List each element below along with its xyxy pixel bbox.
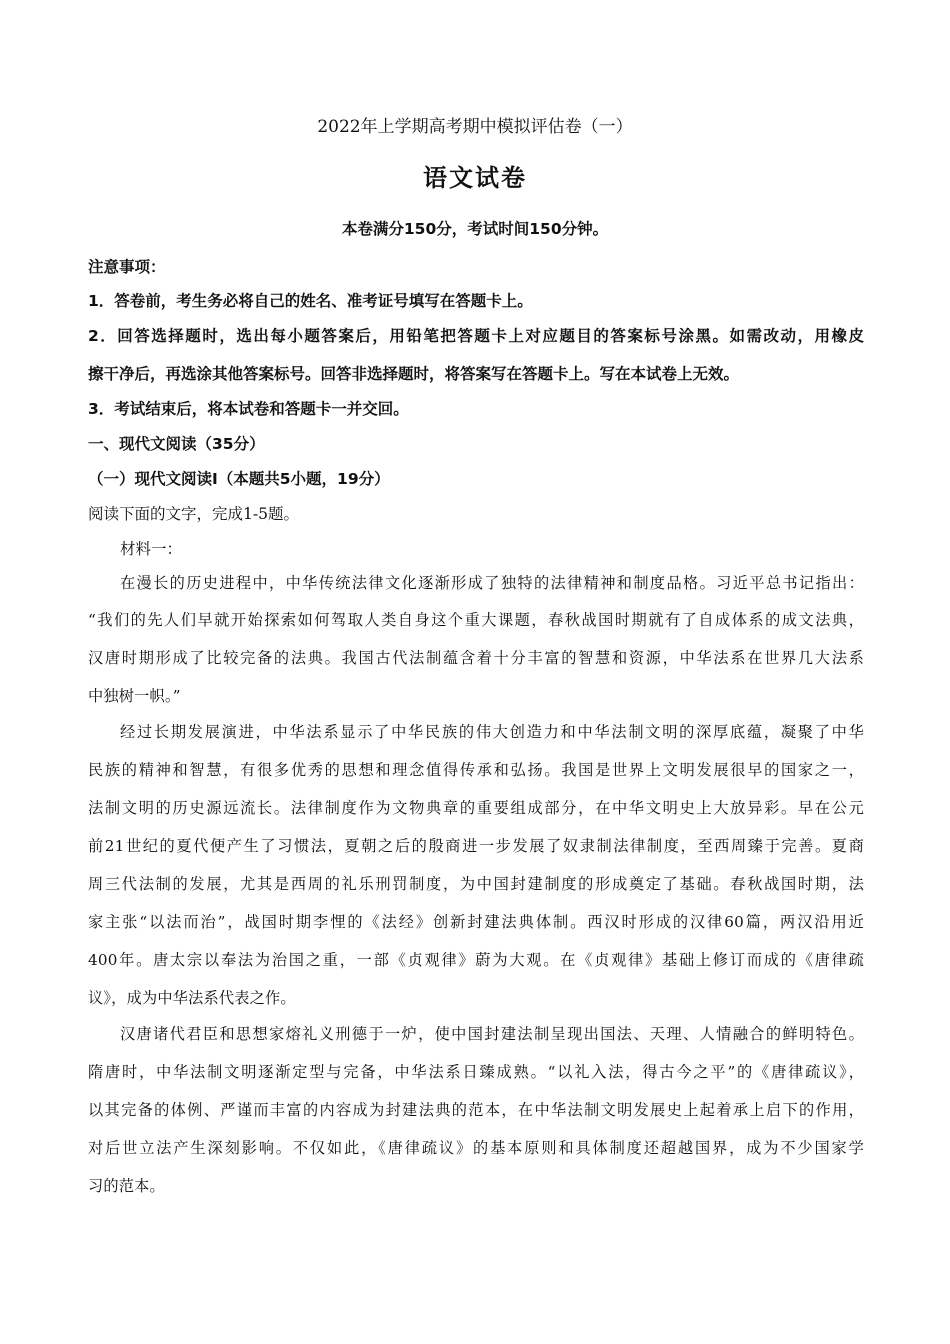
passage-line: 在漫长的历史进程中，中华传统法律文化逐渐形成了独特的法律精神和制度品格。习近平总书记指出： bbox=[120, 574, 864, 592]
passage-line: 习的范本。 bbox=[88, 1177, 165, 1195]
passage-line: 法制文明的历史源远流长。法律制度作为文物典章的重要组成部分，在中华文明史上大放异彩。早在公元 bbox=[88, 799, 864, 817]
passage-line: 汉唐诸代君臣和思想家熔礼义刑德于一炉，使中国封建法制呈现出国法、天理、人情融合的鲜明特色。 bbox=[120, 1025, 864, 1043]
notice-heading: 注意事项： bbox=[88, 258, 166, 276]
notice-item-3: 3．考试结束后，将本试卷和答题卡一并交回。 bbox=[88, 400, 409, 418]
passage-line: 隋唐时，中华法制文明逐渐定型与完备，中华法系日臻成熟。“以礼入法，得古今之平”的《唐律疏议》， bbox=[88, 1063, 864, 1081]
passage-line: 周三代法制的发展，尤其是西周的礼乐刑罚制度，为中国封建制度的形成奠定了基础。春秋战国时期，法 bbox=[88, 875, 864, 893]
passage-line: 汉唐时期形成了比较完备的法典。我国古代法制蕴含着十分丰富的智慧和资源，中华法系在世界几大法系 bbox=[88, 649, 864, 667]
material-label: 材料一： bbox=[120, 540, 183, 558]
passage-line: “我们的先人们早就开始探索如何驾取人类自身这个重大课题，春秋战国时期就有了自成体系的成文法典， bbox=[88, 611, 864, 629]
subsection-heading: （一）现代文阅读Ⅰ（本题共5小题，19分） bbox=[88, 470, 390, 488]
passage-line: 议》，成为中华法系代表之作。 bbox=[88, 989, 296, 1007]
exam-title: 语文试卷 bbox=[423, 164, 527, 192]
passage-line: 400年。唐太宗以奉法为治国之重，一部《贞观律》蔚为大观。在《贞观律》基础上修订而成的《唐律疏 bbox=[88, 951, 864, 969]
section-heading: 一、现代文阅读（35分） bbox=[88, 435, 265, 453]
score-note: 本卷满分150分，考试时间150分钟。 bbox=[341, 220, 609, 238]
reading-instruction: 阅读下面的文字，完成1-5题。 bbox=[88, 505, 299, 523]
notice-item-2-line-2: 擦干净后，再选涂其他答案标号。回答非选择题时，将答案写在答题卡上。写在本试卷上无效。 bbox=[88, 365, 740, 383]
passage-line: 民族的精神和智慧，有很多优秀的思想和理念值得传承和弘扬。我国是世界上文明发展很早的国家之一， bbox=[88, 761, 864, 779]
notice-item-2-line-1: 2．回答选择题时，选出每小题答案后，用铅笔把答题卡上对应题目的答案标号涂黑。如需改动，用橡皮 bbox=[88, 327, 864, 345]
passage-line: 中独树一帜。” bbox=[88, 687, 181, 705]
passage-line: 以其完备的体例、严谨而丰富的内容成为封建法典的范本，在中华法制文明发展史上起着承上启下的作用， bbox=[88, 1101, 864, 1119]
notice-item-1: 1．答卷前，考生务必将自己的姓名、准考证号填写在答题卡上。 bbox=[88, 292, 533, 310]
passage-line: 经过长期发展演进，中华法系显示了中华民族的伟大创造力和中华法制文明的深厚底蕴，凝聚了中华 bbox=[120, 723, 864, 741]
passage-line: 前21世纪的夏代便产生了习惯法，夏朝之后的殷商进一步发展了奴隶制法律制度，至西周臻于完善。夏商 bbox=[88, 837, 864, 855]
exam-subtitle: 2022年上学期高考期中模拟评估卷（一） bbox=[317, 117, 633, 137]
passage-line: 家主张“以法而治”，战国时期李悝的《法经》创新封建法典体制。西汉时形成的汉律60篇，两汉沿用近 bbox=[88, 913, 864, 931]
passage-line: 对后世立法产生深刻影响。不仅如此，《唐律疏议》的基本原则和具体制度还超越国界，成为不少国家学 bbox=[88, 1139, 864, 1157]
